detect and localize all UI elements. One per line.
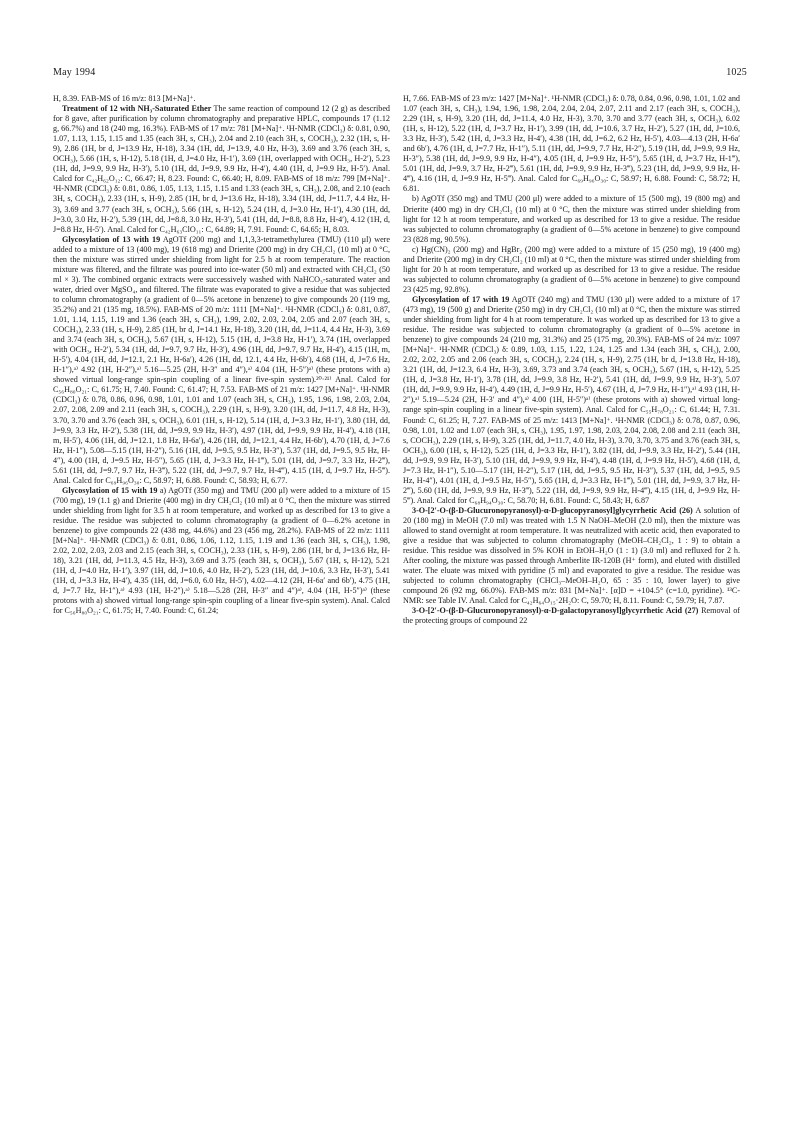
paragraph (403, 245, 740, 295)
paragraph-heading: Glycosylation of 17 with 19 (412, 294, 510, 304)
paragraph (403, 606, 740, 626)
running-header (53, 67, 747, 81)
paragraph (403, 94, 740, 194)
paragraph-heading: 3-O-[2′-O-(β-D-Glucuronopyranosyl)-α-D-galactopyranosyl]glycyrrhetic Acid (27) (412, 606, 699, 616)
right-column (403, 94, 740, 1094)
paragraph (53, 235, 390, 486)
paragraph (403, 506, 740, 606)
paragraph-text: b) AgOTf (350 mg) and TMU (200 μl) were added to a mixture of 15 (500 mg), 19 (800 mg) and Drierite (400 mg) in dry CH₂Cl₂ (10 ml) at 0 °C, then the mixture was stirred under shielding from light for 12 h at room temperature, and worked up as described for 13 to give a residue. The residue was subjected to column chromatography (a gradient of 0—5% acetone in benzene) to give compound 23 (828 mg, 90.5%). (403, 194, 740, 244)
paragraph-heading: 3-O-[2′-O-(β-D-Glucuronopyranosyl)-α-D-glucopyranosyl]glycyrrhetic Acid (26) (412, 505, 693, 515)
paragraph-text: a) AgOTf (350 mg) and TMU (200 μl) were added to a mixture of 15 (700 mg), 19 (1.1 g) and Drierite (400 mg) in dry CH₂Cl₂ (10 ml) at 0 °C, then the mixture was stirred under shielding from light for 3.5 h at room temperature, and worked up as described for 13 to give a residue. The residue was subjected to column chromatography (a gradient of 0—6.2% acetone in benzene) to give compounds 22 (438 mg, 44.6%) and 23 (456 mg, 28.2%). FAB-MS of 22 m/z: 1111 [M+Na]⁺. ¹H-NMR (CDCl₃) δ: 0.81, 0.86, 1.06, 1.12, 1.15, 1.19 and 1.36 (each 3H, s, CH₃), 1.98, 2.02, 2.02, 2.03, 2.03 and 2.15 (each 3H, s, COCH₃), 2.33 (1H, s, H-9), 2.86 (1H, br d, J=13.6 Hz, H-18), 3.21 (1H, dd, J=11.3, 4.5 Hz, H-3), 3.69 and 3.75 (each 3H, s, OCH₃), 5.67 (1H, s, H-12), 5.21 (1H, d, J=4.0 Hz, H-1′), 3.97 (1H, dd, J=10.6, 4.0 Hz, H-2′), 5.23 (1H, dd, J=10.6, 3.3 Hz, H-3′), 5.41 (1H, d, J=3.3 Hz, H-4′), 4.35 (1H, dd, J=6.0, 6.0 Hz, H-5′), 4.02—4.12 (2H, H-6a′ and 6b′), 4.75 (1H, d, J=7.7 Hz, H-1″),ᵃ⁾ 4.93 (1H, H-2″),ᵃ⁾ 5.18—5.28 (2H, H-3″ and 4″)ᵃ⁾, 4.04 (1H, H-5″)ᵃ⁾ (these protons with a) showed virtual long-range spin-spin coupling of a linear five-spin system). Anal. Calcd for C₅₆H₈₀O₂₁: C, 61.75; H, 7.40. Found: C, 61.24; (53, 485, 390, 616)
paragraph (53, 486, 390, 617)
paragraph (403, 295, 740, 506)
issue-date: May 1994 (53, 67, 96, 78)
paragraph-heading: Glycosylation of 15 with 19 (62, 485, 158, 495)
paragraph (403, 194, 740, 244)
paragraph-heading: Treatment of 12 with NH₃-Saturated Ether (62, 104, 212, 114)
paragraph-text: Removal of the protecting groups of compound 22 (403, 606, 740, 626)
paragraph (53, 94, 390, 104)
paragraph-text: AgOTf (200 mg) and 1,1,3,3-tetramethylurea (TMU) (110 μl) were added to a mixture of 13 (400 mg), 19 (618 mg) and Drierite (200 mg) in dry CH₂Cl₂ (10 ml) at 0 °C, then the mixture was stirred under shielding from light for 2.5 h at room temperature. The reaction mixture was filtered, and the filtrate was poured into ice-water (50 ml) and extracted with CH₂Cl₂ (50 ml × 3). The combined organic extracts were successively washed with NaHCO₃-saturated water and water, dried over MgSO₄, and filtered. The filtrate was evaporated to give a residue that was subjected to column chromatography (a gradient of 0—5% acetone in benzene) to give compounds 20 (119 mg, 35.2%) and 21 (135 mg, 18.5%). FAB-MS of 20 m/z: 1111 [M+Na]⁺. ¹H-NMR (CDCl₃) δ: 0.81, 0.87, 1.01, 1.14, 1.15, 1.19 and 1.36 (each 3H, s, CH₃), 1.99, 2.02, 2.03, 2.04, 2.05 and 2.07 (each 3H, s, COCH₃), 2.33 (1H, s, H-9), 2.85 (1H, br d, J=14.1 Hz, H-18), 3.20 (1H, dd, J=11.4, 4.4 Hz, H-3), 3.69 and 3.74 (each 3H, s, OCH₃), 5.67 (1H, s, H-12), 5.15 (1H, d, J=3.8 Hz, H-1′), 3.74 (1H, overlapped with OCH₃, H-2′), 5.34 (1H, dd, J=9.7, 9.7 Hz, H-3′), 4.96 (1H, dd, J=9.7, 9.7 Hz, H-4′), 4.15 (1H, m, H-5′), 4.04 (1H, dd, J=12.1, 2.1 Hz, H-6a′), 4.26 (1H, dd, 12.1, 4.4 Hz, H-6b′), 4.68 (1H, d, J=7.6 Hz, H-1″),ᵃ⁾ 4.92 (1H, H-2″),ᵃ⁾ 5.16—5.25 (2H, H-3″ and 4″),ᵃ⁾ 4.04 (1H, H-5″)ᵃ⁾ (these protons with a) showed virtual long-range spin-spin coupling of a linear five-spin system).²⁰·²¹⁾ Anal. Calcd for C₅₆H₈₀O₂₁: C, 61.75; H, 7.40. Found: C, 61.47; H, 7.53. FAB-MS of 21 m/z: 1427 [M+Na]⁺. ¹H-NMR (CDCl₃) δ: 0.78, 0.86, 0.96, 0.98, 1.01, 1.01 and 1.07 (each 3H, s, CH₃), 1.95, 1.96, 1.98, 2.03, 2.04, 2.07, 2.08, 2.09 and 2.11 (each 3H, s, COCH₃), 2.29 (1H, s, H-9), 3.20 (1H, dd, J=11.7, 4.8 Hz, H-3), 3.70, 3.70 and 3.76 (each 3H, s, OCH₃), 6.01 (1H, s, H-12), 5.14 (1H, d, J=3.3 Hz, H-1′), 3.80 (1H, dd, J=9.9, 3.3 Hz, H-2′), 5.38 (1H, dd, J=9.9, 9.9 Hz, H-3′), 4.97 (1H, dd, J=9.9, 9.9 Hz, H-4′), 4.18 (1H, m, H-5′), 4.06 (1H, dd, J=12.1, 1.8 Hz, H-6a′), 4.26 (1H, dd, J=12.1, 4.4 Hz, H-6b′), 4.70 (1H, d, J=7.6 Hz, H-1″), 5.08—5.15 (1H, H-2″), 5.16 (1H, dd, J=9.5, 9.5 Hz, H-3″), 5.37 (1H, dd, J=9.5, 9.5 Hz, H-4″), 4.00 (1H, d, J=9.5 Hz, H-5″), 5.65 (1H, d, J=3.3 Hz, H-1‴), 5.01 (1H, dd, J=9.7, 3.3 Hz, H-2‴), 5.61 (1H, dd, J=9.7, 9.7 Hz, H-3‴), 5.22 (1H, dd, J=9.7, 9.7 Hz, H-4‴), 4.15 (1H, d, J=9.7 Hz, H-5‴). Anal. Calcd for C₆₉H₉₆O₃₀: C, 58.97; H, 6.88. Found: C, 58.93; H, 6.77. (53, 234, 390, 485)
paragraph-text: The same reaction of compound 12 (2 g) as described for 8 gave, after purification by column chromatography and preparative HPLC, compounds 17 (1.12 g, 66.7%) and 18 (240 mg, 16.3%). FAB-MS of 17 m/z: 781 [M+Na]⁺. ¹H-NMR (CDCl₃) δ: 0.81, 0.90, 1.07, 1.13, 1.15, 1.15 and 1.35 (each 3H, s, CH₃), 2.04 and 2.10 (each 3H, s, COCH₃), 2.32 (1H, s, H-9), 2.86 (1H, br d, J=13.9 Hz, H-18), 3.34 (1H, dd, J=13.9, 4.0 Hz, H-3), 3.69 and 3.76 (each 3H, s, OCH₃), 5.66 (1H, s, H-12), 5.18 (1H, d, J=4.0 Hz, H-1′), 3.69 (1H, overlapped with OCH₃, H-2′), 5.23 (1H, dd, J=9.9, 9.9 Hz, H-3′), 5.10 (1H, dd, J=9.9, 9.9 Hz, H-4′), 4.40 (1H, d, J=9.9 Hz, H-5′). Anal. Calcd for C₄₂H₆₂O₁₂: C, 66.47; H, 8.23. Found: C, 66.40; H, 8.09. FAB-MS of 18 m/z: 799 [M+Na]⁺. ¹H-NMR (CDCl₃) δ: 0.81, 0.86, 1.05, 1.13, 1.15, 1.15 and 1.33 (each 3H, s, CH₃), 2.08, and 2.10 (each 3H, s, COCH₃), 2.33 (1H, s, H-9), 2.85 (1H, br d, J=13.6 Hz, H-18), 3.34 (1H, dd, J=11.7, 4.4 Hz, H-3), 3.69 and 3.77 (each 3H, s, OCH₃), 5.66 (1H, s, H-12), 5.24 (1H, d, J=3.0 Hz, H-1′), 4.30 (1H, dd, J=3.0, 3.0 Hz, H-2′), 5.39 (1H, dd, J=8.8, 3.0 Hz, H-3′), 5.41 (1H, dd, J=8.8, 8.8 Hz, H-4′), 4.12 (1H, d, J=8.8 Hz, H-5′). Anal. Calcd for C₄₂H₆₃ClO₁₁: C, 64.89; H, 7.91. Found: C, 64.65; H, 8.03. (53, 104, 390, 234)
paragraph-text: H, 8.39. FAB-MS of 16 m/z: 813 [M+Na]⁺. (53, 94, 196, 103)
paragraph-text: c) Hg(CN)₂ (200 mg) and HgBr₂ (200 mg) were added to a mixture of 15 (250 mg), 19 (400 mg) and Drierite (200 mg) in dry CH₂Cl₂ (10 ml) at 0 °C, then the mixture was stirred under shielding from light for 20 h at room temperature, and worked up as described for 13 to give a residue. The residue was subjected to column chromatography (a gradient of 0—5% acetone in benzene) to give compound 23 (425 mg, 92.8%). (403, 244, 740, 294)
paragraph-heading: Glycosylation of 13 with 19 (62, 234, 161, 244)
paragraph (53, 104, 390, 235)
paragraph-text: AgOTf (240 mg) and TMU (130 μl) were added to a mixture of 17 (473 mg), 19 (500 g) and Drierite (250 mg) in dry CH₂Cl₂ (10 ml) at 0 °C, then the mixture was stirred under shielding from light for 4 h at room temperature. It was worked up as described for 13 to give a residue. The residue was subjected to column chromatography (a gradient of 0—5% acetone in benzene) to give compounds 24 (210 mg, 31.3%) and 25 (175 mg, 20.3%). FAB-MS of 24 m/z: 1097 [M+Na]⁺. ¹H-NMR (CDCl₃) δ: 0.89, 1.03, 1.15, 1.22, 1.24, 1.25 and 1.34 (each 3H, s, CH₃), 2.00, 2.02, 2.02, 2.05 and 2.06 (each 3H, s, COCH₃), 2.24 (1H, s, H-9), 2.75 (1H, br d, J=13.8 Hz, H-18), 3.21 (1H, dd, J=12.3, 6.4 Hz, H-3), 3.69, 3.73 and 3.74 (each 3H, s, OCH₃), 5.67 (1H, s, H-12), 5.25 (1H, d, J=3.8 Hz, H-1′), 3.78 (1H, dd, J=9.9, 3.8 Hz, H-2′), 5.41 (1H, dd, J=9.9, 9.9 Hz, H-3′), 5.07 (1H, dd, J=9.9, 9.9 Hz, H-4′), 4.49 (1H, d, J=9.9 Hz, H-5′), 4.67 (1H, d, J=7.9 Hz, H-1″),ᵃ⁾ 4.93 (1H, H-2″),ᵃ⁾ 5.19—5.24 (2H, H-3′ and 4″),ᵃ⁾ 4.00 (1H, H-5″)ᵃ⁾ (these protons with a) showed virtual long-range spin-spin coupling in a linear five-spin system). Anal. Calcd for C₅₅H₇₈O₂₁: C, 61.44; H, 7.31. Found: C, 61.25; H, 7.27. FAB-MS of 25 m/z: 1413 [M+Na]⁺. ¹H-NMR (CDCl₃) δ: 0.78, 0.87, 0.96, 0.98, 1.01, 1.02 and 1.07 (each 3H, s, CH₃), 1.95, 1.97, 1.98, 2.03, 2.04, 2.08, 2.08 and 2.11 (each 3H, s, COCH₃), 2.29 (1H, s, H-9), 3.25 (1H, dd, J=11.7, 4.0 Hz, H-3), 3.70, 3.70, 3.75 and 3.76 (each 3H, s, OCH₃), 6.00 (1H, s, H-12), 5.25 (1H, d, J=3.3 Hz, H-1′), 3.82 (1H, dd, J=9.9, 3.3 Hz, H-2′), 5.44 (1H, dd, J=9.9, 9.9 Hz, H-3′), 5.10 (1H, dd, J=9.9, 9.9 Hz, H-4′), 4.48 (1H, d, J=9.9 Hz, H-5′), 4.68 (1H, d, J=7.3 Hz, H-1″), 5.10—5.17 (1H, H-2″), 5.17 (1H, dd, J=9.5, 9.5 Hz, H-3″), 5.37 (1H, dd, J=9.5, 9.5 Hz, H-4″), 4.01 (1H, d, J=9.5 Hz, H-5″), 5.65 (1H, d, J=3.3 Hz, H-1‴), 5.01 (1H, dd, J=9.9, 3.7 Hz, H-2‴), 5.60 (1H, dd, J=9.9, 9.9 Hz, H-3‴), 5.22 (1H, dd, J=9.9, 9.9 Hz, H-4‴), 4.15 (1H, d, J=9.9 Hz, H-5‴). Anal. Calcd for C₆₈H₉₄O₃₀: C, 58.70; H, 6.81. Found: C, 58.43; H, 6.87 (403, 294, 740, 505)
paragraph-text: A solution of 20 (180 mg) in MeOH (7.0 ml) was treated with 1.5 N NaOH–MeOH (2.0 ml), then the mixture was allowed to stand overnight at room temperature. It was neutralized with acetic acid, then evaporated to give a residue that was subjected to column chromatography (MeOH–CH₂Cl₂, 1 : 9) to obtain a residue. This residue was dissolved in 5% KOH in EtOH–H₂O (1 : 1) (3.0 ml) and refluxed for 2 h. After cooling, the mixture was passed through Amberlite IR-120B (H⁺ form), and eluted with distilled water. The eluate was mixed with pyridine (5 ml) and evaporated to give a residue. The residue was subjected to column chromatography (CHCl₃–MeOH–H₂O, 65 : 35 : 10, lower layer) to give compound 26 (92 mg, 66.0%). FAB-MS m/z: 831 [M+Na]⁺. [α]D = +104.5° (c=1.0, pyridine). ¹³C-NMR: see Table IV. Anal. Calcd for C₄₂H₆₄O₁₅·2H₂O: C, 59.70; H, 8.11. Found: C, 59.79; H, 7.87. (403, 505, 740, 606)
paragraph-text: H, 7.66. FAB-MS of 23 m/z: 1427 [M+Na]⁺. ¹H-NMR (CDCl₃) δ: 0.78, 0.84, 0.96, 0.98, 1.01, 1.02 and 1.07 (each 3H, s, CH₃), 1.94, 1.96, 1.98, 2.04, 2.04, 2.04, 2.07, 2.11 and 2.17 (each 3H, s, COCH₃), 2.29 (1H, s, H-9), 3.20 (1H, dd, J=11.4, 4.0 Hz, H-3), 3.70, 3.70 and 3.77 (each 3H, s, OCH₃), 6.02 (1H, s, H-12), 5.22 (1H, d, J=3.7 Hz, H-1′), 3.99 (1H, dd, J=10.6, 3.7 Hz, H-2′), 5.27 (1H, dd, J=10.6, 3.3 Hz, H-3′), 5.42 (1H, d, J=3.3 Hz, H-4′), 4.38 (1H, dd, J=6.2, 6.2 Hz, H-5′), 4.03—4.13 (2H, H-6a′ and 6b′), 4.76 (1H, d, J=7.7 Hz, H-1″), 5.11 (1H, dd, J=9.9, 7.7 Hz, H-2″), 5.19 (1H, dd, J=9.9, 9.9 Hz, H-3″), 5.38 (1H, dd, J=9.9, 9.9 Hz, H-4″), 4.05 (1H, d, J=9.9 Hz, H-5″), 5.65 (1H, d, J=3.7 Hz, H-1‴), 5.01 (1H, dd, J=9.9, 3.7 Hz, H-2‴), 5.61 (1H, dd, J=9.9, 9.9 Hz, H-3‴), 5.23 (1H, dd, J=9.9, 9.9 Hz, H-4‴), 4.16 (1H, d, J=9.9 Hz, H-5‴). Anal. Calcd for C₆₉H₉₆O₃₀: C, 58.97; H, 6.88. Found: C, 58.72; H, 6.81. (403, 94, 740, 194)
page-number: 1025 (726, 67, 747, 78)
left-column (53, 94, 390, 1094)
